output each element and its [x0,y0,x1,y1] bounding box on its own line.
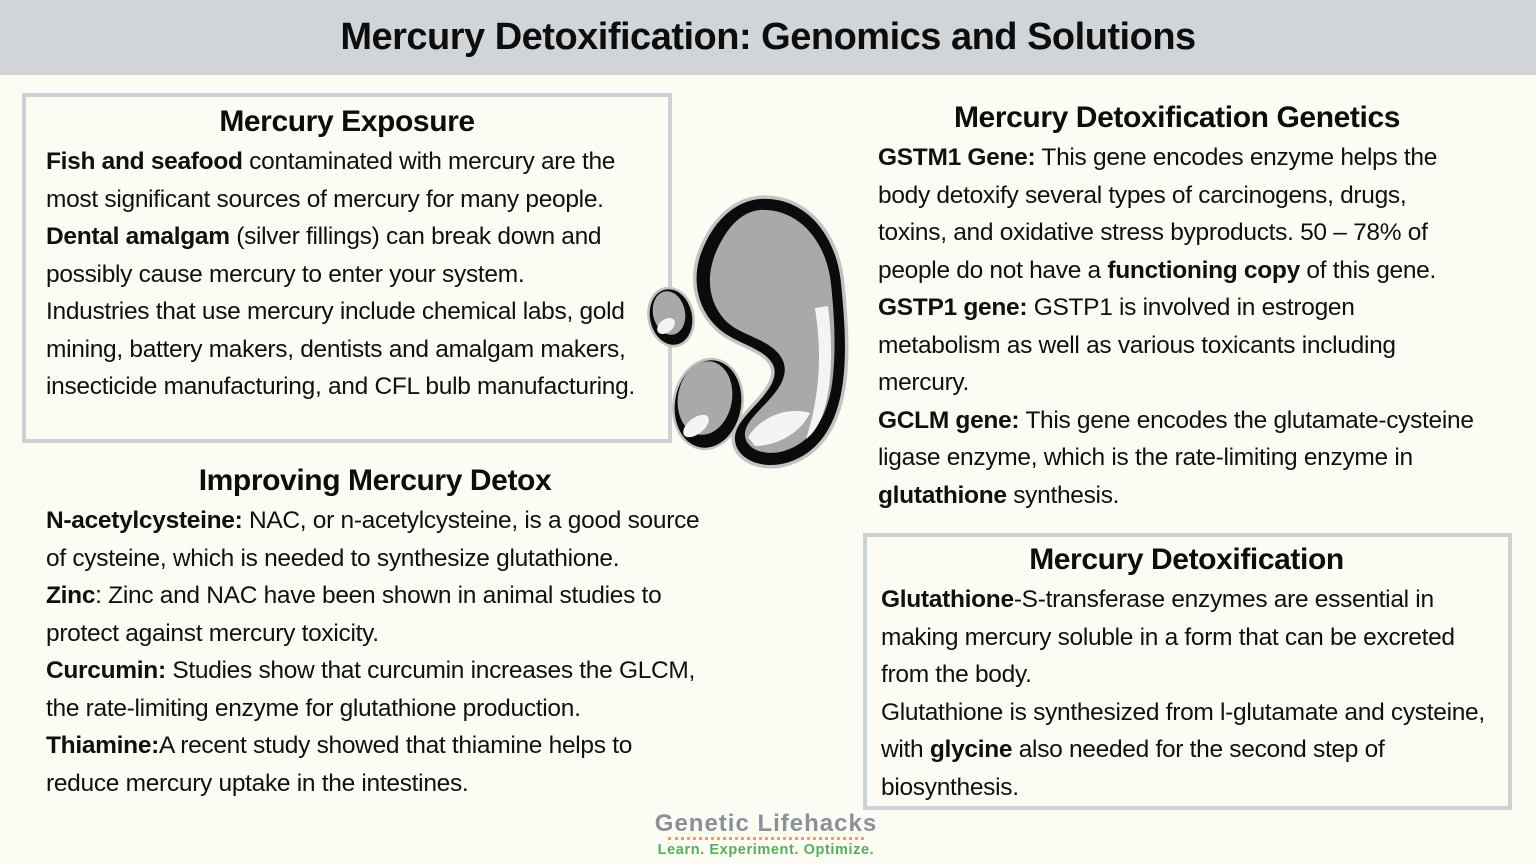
body-span: contaminated with mercury are the most significant sources of mercury for many people. [46,148,616,213]
body-span: synthesis. [1006,481,1120,509]
paragraph [46,652,704,727]
header-banner [0,0,1536,75]
body-span: NAC, or n-acetylcysteine, is a good source of cysteine, which is needed to synthesize glutathione. [46,507,700,572]
brand-logo [632,812,900,858]
section-body-improving-detox [46,502,704,802]
mercury-droplets-illustration [638,188,853,476]
paragraph: Industries that use mercury include chemical labs, gold mining, battery makers, dentists and amalgam makers, insecticide manufacturing, and CFL bulb manufacturing. [46,298,635,400]
bold-term: GSTM1 Gene: [878,144,1036,171]
body-span: A recent study showed that thiamine helps to reduce mercury uptake in the intestines. [46,732,633,797]
section-title-mercury-detoxification: Mercury Detoxification [1029,543,1344,576]
section-title-mercury-exposure: Mercury Exposure [219,105,475,138]
body-span: GSTP1 is involved in estrogen metabolism as well as various toxicants including mercury. [878,294,1396,396]
section-improving-detox [46,464,704,802]
body-span: This gene encodes the glutamate-cysteine ligase enzyme, which is the rate-limiting enzyme in [878,406,1474,471]
mercury-droplets-icon [638,188,853,476]
paragraph [46,577,704,652]
section-title-improving-detox: Improving Mercury Detox [198,464,552,497]
paragraph [881,581,1492,694]
brand-name: Genetic Lifehacks [654,810,878,837]
body-span: -S-transferase enzymes are essential in making mercury soluble in a form that can be excreted from the body. [881,586,1455,688]
panel-mercury-exposure [22,93,672,443]
paragraph [878,289,1476,402]
panel-mercury-detoxification [863,533,1512,810]
bold-term: GSTP1 gene: [878,294,1028,321]
body-span: Studies show that curcumin increases the GLCM, the rate-limiting enzyme for glutathione production. [46,657,696,722]
bold-term: Thiamine: [46,732,160,759]
bold-term: Curcumin: [46,657,166,684]
paragraph [46,502,704,577]
bold-term: Fish and seafood [46,148,243,175]
bold-term: GCLM gene: [878,406,1020,434]
bold-term: N-acetylcysteine: [46,507,243,534]
bold-term: Dental amalgam [46,223,230,250]
body-span: also needed for the second step of biosynthesis. [881,736,1385,801]
paragraph [878,139,1476,289]
bold-term: Glutathione [881,586,1014,613]
bold-term: Zinc [46,582,96,609]
bold-term: glycine [929,736,1013,763]
paragraph [46,727,704,802]
body-span: : Zinc and NAC have been shown in animal studies to protect against mercury toxicity. [46,582,662,647]
body-span: of this gene. [1299,256,1437,284]
section-body-mercury-exposure [46,143,648,406]
paragraph [881,694,1492,807]
section-detox-genetics [878,101,1476,514]
page-title: Mercury Detoxification: Genomics and Solutions [340,16,1196,58]
section-title-detox-genetics: Mercury Detoxification Genetics [953,101,1401,134]
body-span: (silver fillings) can break down and possibly cause mercury to enter your system. [46,223,602,288]
paragraph [878,402,1476,515]
body-span: This gene encodes enzyme helps the body detoxify several types of carcinogens, drugs, toxins, and oxidative stress byproducts. 50 – 78% of people do not have a [878,144,1438,284]
body-span: Glutathione is synthesized from l-glutamate and cysteine, with [881,698,1485,763]
bold-term: functioning copy [1107,256,1300,284]
brand-tagline: Learn. Experiment. Optimize. [657,842,875,858]
paragraph [46,218,648,293]
paragraph [46,143,648,218]
mercury-small-drop-1 [645,285,698,349]
section-body-detox-genetics [878,139,1476,514]
bold-term: glutathione [878,481,1007,509]
section-body-mercury-detoxification [881,581,1492,806]
